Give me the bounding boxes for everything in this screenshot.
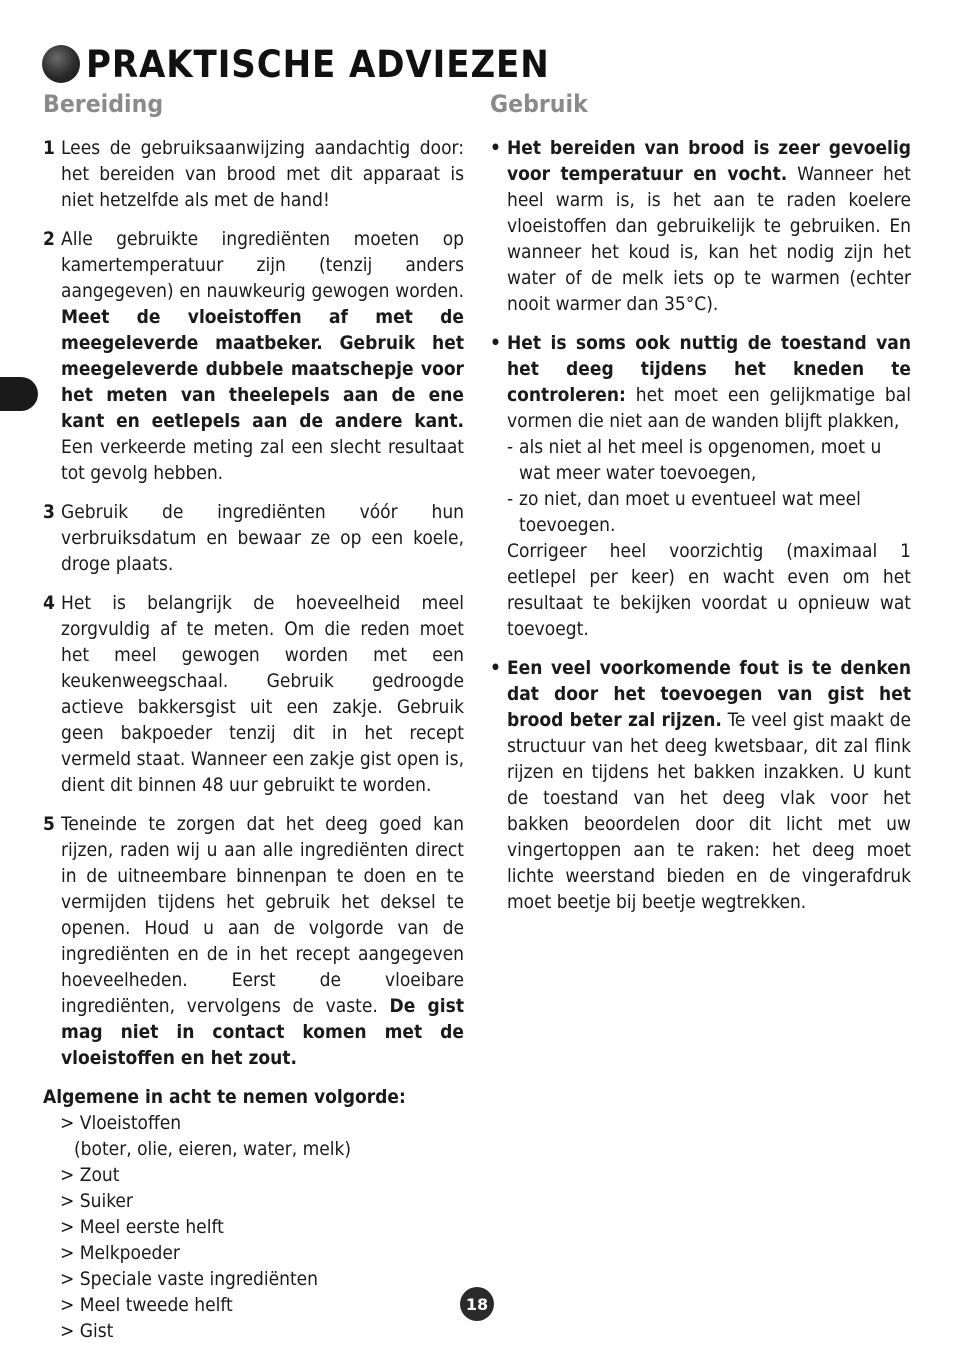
dash-text: zo niet, dan moet u eventueel wat meel toevoegen. xyxy=(519,488,861,536)
item-number: 4 xyxy=(43,592,55,614)
order-item: > Melkpoeder xyxy=(60,1242,180,1264)
dash-marker: - xyxy=(507,488,514,510)
dash-text: als niet al het meel is opgenomen, moet u wat meer water toevoegen, xyxy=(519,436,882,484)
order-item: > Zout xyxy=(60,1164,120,1186)
side-tab-marker xyxy=(0,377,38,411)
bullet-text xyxy=(507,330,911,642)
column-gebruik xyxy=(490,135,911,928)
bullet-text-bold: Het bereiden van brood is zeer gevoelig voor temperatuur en vocht. xyxy=(507,137,911,185)
order-item xyxy=(60,1110,464,1162)
item-text-bold: Meet de vloeistoffen af met de meegeleverde maatbeker. Gebruik het meegeleverde dubbele maatschepje voor het meten van theelepels aan de ene kant en eetlepels aan de andere kant. xyxy=(61,306,464,432)
order-item: > Meel eerste helft xyxy=(60,1216,224,1238)
order-item-label: > Vloeistoffen xyxy=(60,1112,182,1134)
order-item-sub: (boter, olie, eieren, water, melk) xyxy=(74,1138,352,1160)
item-text-part: Een verkeerde meting zal een slecht resultaat tot gevolg hebben. xyxy=(61,436,464,484)
item-text: Lees de gebruiksaanwijzing aandachtig door: het bereiden van brood met dit apparaat is niet hetzelfde als met de hand! xyxy=(61,137,464,211)
list-item xyxy=(43,499,464,577)
bullet-text xyxy=(507,655,911,915)
item-number: 1 xyxy=(43,137,55,159)
list-item xyxy=(43,590,464,798)
page-title: PRAKTISCHE ADVIEZEN xyxy=(86,42,550,86)
bullet-text-part: het moet een gelijkmatige bal vormen die niet aan de wanden blijft plakken, xyxy=(507,384,911,432)
page-number: 18 xyxy=(460,1287,494,1321)
title-bullet-icon xyxy=(42,45,80,83)
bullet-dot-icon: • xyxy=(490,332,501,354)
item-text: Gebruik de ingrediënten vóór hun verbruiksdatum en bewaar ze op een koele, droge plaats. xyxy=(61,501,464,575)
item-text-part: Alle gebruikte ingrediënten moeten op kamertemperatuur zijn (tenzij anders aangegeven) en nauwkeurig gewogen worden. xyxy=(61,228,464,302)
heading-bereiding: Bereiding xyxy=(43,90,164,118)
order-item: > Speciale vaste ingrediënten xyxy=(60,1268,319,1290)
title-row xyxy=(42,36,590,92)
bullet-text-part: Te veel gist maakt de structuur van het deeg kwetsbaar, dit zal flink rijzen en tijdens het bakken inzakken. U kunt de toestand van het deeg vlak voor het bakken beoordelen door dit licht met uw vingertoppen aan te raken: het deeg moet lichte weerstand bieden en de vingerafdruk moet beetje bij beetje wegtrekken. xyxy=(507,709,911,913)
bullet-text xyxy=(507,135,911,317)
bullet-item xyxy=(490,135,911,317)
bullet-text-bold: Een veel voorkomende fout is te denken dat door het toevoegen van gist het brood beter zal rijzen. xyxy=(507,657,911,731)
dash-marker: - xyxy=(507,436,514,458)
item-text xyxy=(61,811,464,1071)
bullet-item xyxy=(490,330,911,642)
dash-item xyxy=(507,486,911,538)
item-text: Het is belangrijk de hoeveelheid meel zorgvuldig af te meten. Om die reden moet het meel gewogen worden met een keukenweegschaal. Gebruik gedroogde actieve bakkersgist uit een zakje. Gebruik geen bakpoeder tenzij dit in het recept vermeld staat. Wanneer een zakje gist open is, dient dit binnen 48 uur gebruikt te worden. xyxy=(61,592,464,796)
bullet-item xyxy=(490,655,911,915)
item-number: 5 xyxy=(43,813,55,835)
dash-item xyxy=(507,434,911,486)
bullet-text-bold: Het is soms ook nuttig de toestand van het deeg tijdens het kneden te controleren: xyxy=(507,332,911,406)
order-list xyxy=(43,1110,464,1344)
item-number: 2 xyxy=(43,228,55,250)
order-title: Algemene in acht te nemen volgorde: xyxy=(43,1086,406,1108)
order-item: > Meel tweede helft xyxy=(60,1294,233,1316)
item-text-part: Teneinde te zorgen dat het deeg goed kan rijzen, raden wij u aan alle ingrediënten direct in de uitneembare binnenpan te doen en te vermijden tijdens het gebruik het deksel te openen. Houd u aan de volgorde van de ingrediënten en de in het recept aangegeven hoeveelheden. Eerst de vloeibare ingrediënten, vervolgens de vaste. xyxy=(61,813,464,1017)
column-bereiding xyxy=(43,135,464,1344)
item-text xyxy=(61,226,464,486)
order-item: > Suiker xyxy=(60,1190,133,1212)
bullet-text-after: Corrigeer heel voorzichtig (maximaal 1 eetlepel per keer) en wacht even om het resultaat te bekijken voordat u opnieuw wat toevoegt. xyxy=(507,540,911,640)
list-item xyxy=(43,135,464,213)
bullet-dot-icon: • xyxy=(490,657,501,679)
order-item: > Gist xyxy=(60,1320,114,1342)
item-text-bold: De gist mag niet in contact komen met de vloeistoffen en het zout. xyxy=(61,995,464,1069)
list-item xyxy=(43,226,464,486)
list-item xyxy=(43,811,464,1071)
item-number: 3 xyxy=(43,501,55,523)
bullet-text-part: Wanneer het heel warm is, is het aan te raden koelere vloeistoffen dan gebruikelijk te gebruiken. En wanneer het koud is, kan het nodig zijn het water of de melk iets op te warmen (echter nooit warmer dan 35°C). xyxy=(507,163,911,315)
heading-gebruik: Gebruik xyxy=(490,90,588,118)
bullet-dot-icon: • xyxy=(490,137,501,159)
